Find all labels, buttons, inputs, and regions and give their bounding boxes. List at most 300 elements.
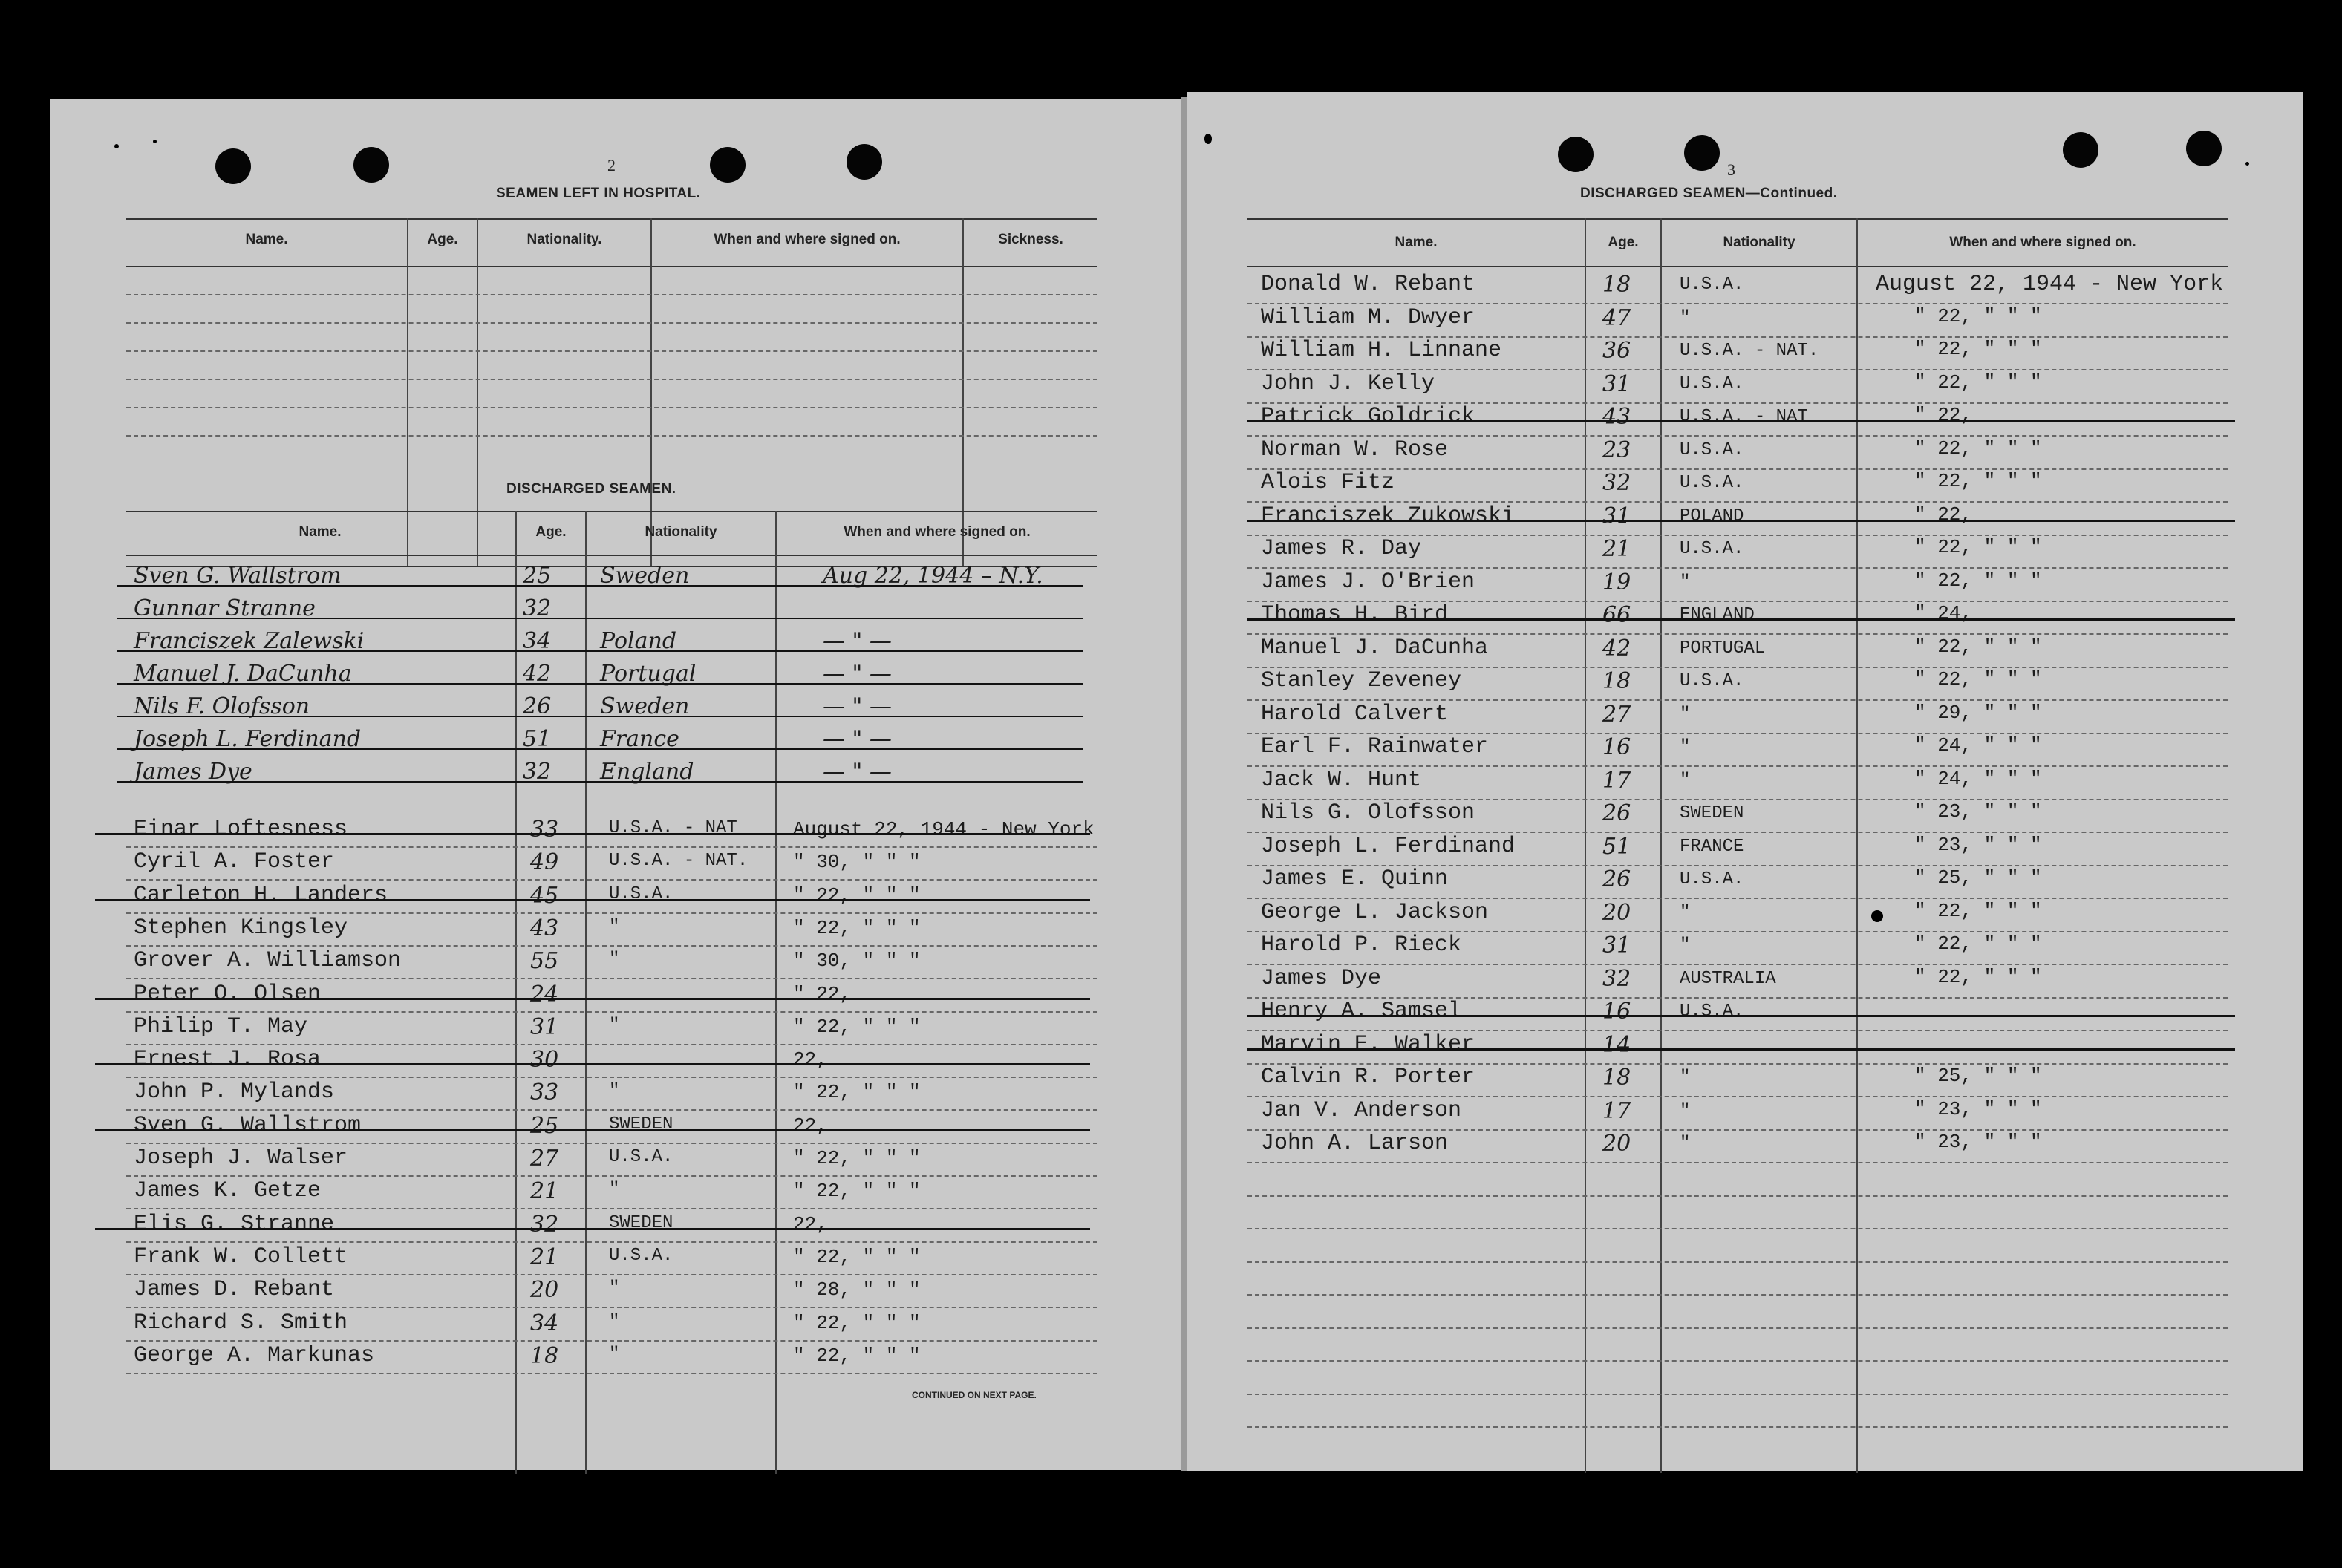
table-row-rule xyxy=(126,1208,1097,1209)
col-header-nationality: Nationality xyxy=(1723,235,1795,250)
strike-through xyxy=(95,1129,1090,1131)
table-row-age: 19 xyxy=(1602,569,1631,595)
table-row-age: 49 xyxy=(530,849,559,875)
table-row-age: 55 xyxy=(530,948,559,974)
list-item-name: Joseph L. Ferdinand xyxy=(134,726,362,752)
strike-through xyxy=(117,585,1083,587)
list-item-age: 42 xyxy=(523,661,552,687)
column-rule xyxy=(1585,218,1586,1473)
ink-speck xyxy=(153,140,157,143)
table-row-signed-on: August 22, 1944 - New York xyxy=(1876,272,2224,297)
table-row-nationality: FRANCE xyxy=(1680,837,1744,857)
table-row-rule xyxy=(126,1274,1097,1275)
table-row-rule xyxy=(126,1011,1097,1013)
table-row-name: Stephen Kingsley xyxy=(134,915,348,941)
table-row-signed-on: " 22, " " " xyxy=(1914,900,2042,922)
table-row-signed-on: " 22, " " " xyxy=(1914,966,2042,988)
ink-speck xyxy=(2245,162,2249,166)
table-row-name: Sven G. Wallstrom xyxy=(134,1113,362,1138)
table-row-age: 45 xyxy=(530,883,559,909)
list-item-signed-on: — " — xyxy=(823,693,892,719)
column-rule xyxy=(1660,218,1662,1473)
table-rule xyxy=(126,218,1097,220)
table-row-age: 43 xyxy=(530,915,559,941)
table-row-rule xyxy=(126,1175,1097,1177)
table-row-age: 32 xyxy=(1602,470,1631,496)
table-row-nationality: " xyxy=(1680,935,1691,956)
table-row-rule xyxy=(126,350,1097,352)
table-row-nationality: " xyxy=(1680,705,1691,725)
table-row-signed-on: " 22, " " " xyxy=(1914,636,2042,658)
table-row-name: James J. O'Brien xyxy=(1261,569,1475,595)
table-row-age: 43 xyxy=(1602,404,1631,430)
table-row-name: Ernest J. Rosa xyxy=(134,1047,322,1072)
table-row-rule xyxy=(126,1373,1097,1374)
table-row-signed-on: " 22, " " " xyxy=(793,917,921,939)
table-row-signed-on: " 23, " " " xyxy=(1914,1098,2042,1120)
table-row-nationality: U.S.A. xyxy=(609,884,673,904)
col-header-name: Name. xyxy=(1395,235,1438,250)
table-row-name: James E. Quinn xyxy=(1261,866,1449,892)
table-row-signed-on: " 22, xyxy=(1914,404,1973,426)
table-row-nationality: " xyxy=(609,1016,620,1036)
table-row-rule xyxy=(1247,1261,2228,1263)
table-row-signed-on: " 24, " " " xyxy=(1914,734,2042,757)
punch-hole xyxy=(1684,135,1720,171)
table-row-signed-on: " 22, " " " xyxy=(793,1016,921,1038)
list-item-signed-on: — " — xyxy=(823,759,892,785)
table-row-signed-on: " 22, " " " xyxy=(1914,338,2042,360)
strike-through xyxy=(117,781,1083,783)
table-row-name: John A. Larson xyxy=(1261,1131,1449,1156)
table-row-nationality: U.S.A. - NAT xyxy=(1680,407,1808,427)
table-row-name: John P. Mylands xyxy=(134,1079,335,1105)
table-row-signed-on: " 30, " " " xyxy=(793,950,921,972)
table-row-nationality: " xyxy=(1680,308,1691,328)
table-row-age: 32 xyxy=(530,1212,559,1238)
table-row-age: 20 xyxy=(1602,1131,1631,1157)
table-row-signed-on: " 25, " " " xyxy=(1914,866,2042,889)
table-row-rule xyxy=(126,978,1097,979)
table-row-age: 20 xyxy=(530,1277,559,1303)
table-row-nationality: " xyxy=(1680,1068,1691,1088)
ink-speck xyxy=(1871,910,1883,922)
col-header-age: Age. xyxy=(535,524,567,540)
table-row-signed-on: " 22, " " " xyxy=(793,884,921,906)
table-row-rule xyxy=(1247,369,2228,370)
table-row-signed-on: " 22, " " " xyxy=(793,1180,921,1202)
table-row-signed-on: August 22, 1944 - New York xyxy=(793,818,1095,840)
table-row-rule xyxy=(1247,1394,2228,1395)
table-row-name: Grover A. Williamson xyxy=(134,948,402,973)
table-row-name: Nils G. Olofsson xyxy=(1261,800,1475,826)
table-row-age: 17 xyxy=(1602,768,1631,794)
table-row-nationality: ENGLAND xyxy=(1680,605,1755,625)
table-row-signed-on: " 22, " " " xyxy=(1914,371,2042,393)
table-row-name: William H. Linnane xyxy=(1261,338,1502,363)
table-row-nationality: " xyxy=(609,1312,620,1332)
table-row-nationality: " xyxy=(1680,737,1691,757)
strike-through xyxy=(117,650,1083,652)
discharged-section-title: DISCHARGED SEAMEN. xyxy=(506,481,676,497)
strike-through xyxy=(95,899,1090,901)
table-row-signed-on: " 22, " " " xyxy=(793,1246,921,1268)
list-item-age: 51 xyxy=(523,726,552,752)
table-row-rule xyxy=(1247,1096,2228,1097)
table-row-rule xyxy=(126,294,1097,295)
table-row-nationality: " xyxy=(609,950,620,970)
strike-through xyxy=(1247,618,2235,621)
table-rule xyxy=(1247,266,2228,267)
list-item-name: James Dye xyxy=(134,759,252,785)
table-row-age: 14 xyxy=(1602,1032,1631,1058)
table-row-name: William M. Dwyer xyxy=(1261,305,1475,330)
table-row-age: 36 xyxy=(1602,338,1631,364)
list-item-name: Gunnar Stranne xyxy=(134,595,316,621)
col-header-nationality: Nationality. xyxy=(526,232,602,247)
col-header-age: Age. xyxy=(1608,235,1639,250)
list-item-signed-on: — " — xyxy=(823,661,892,687)
table-row-signed-on: " 22, " " " xyxy=(793,1147,921,1169)
table-rule xyxy=(126,266,1097,267)
table-row-age: 31 xyxy=(1602,503,1631,529)
table-row-rule xyxy=(126,435,1097,437)
table-row-nationality: SWEDEN xyxy=(609,1213,673,1233)
table-row-nationality: U.S.A. xyxy=(1680,539,1744,559)
table-row-age: 66 xyxy=(1602,602,1631,628)
list-item-age: 32 xyxy=(523,759,552,785)
table-row-rule xyxy=(126,1077,1097,1078)
column-rule xyxy=(515,511,517,1474)
strike-through xyxy=(95,1228,1090,1230)
table-row-age: 31 xyxy=(530,1014,559,1040)
strike-through xyxy=(117,683,1083,685)
table-row-nationality: " xyxy=(609,1345,620,1365)
table-row-rule xyxy=(126,912,1097,914)
table-row-age: 27 xyxy=(530,1146,559,1172)
table-row-name: Philip T. May xyxy=(134,1014,308,1039)
table-row-signed-on: " 22, " " " xyxy=(793,1345,921,1367)
table-row-nationality: " xyxy=(1680,1101,1691,1121)
table-row-rule xyxy=(1247,1294,2228,1296)
table-row-age: 42 xyxy=(1602,636,1631,662)
table-row-nationality: PORTUGAL xyxy=(1680,638,1766,659)
col-header-age: Age. xyxy=(427,232,458,247)
table-row-signed-on: " 22, " " " xyxy=(1914,437,2042,460)
table-row-rule xyxy=(1247,898,2228,899)
table-row-signed-on: " 23, " " " xyxy=(1914,800,2042,823)
table-row-rule xyxy=(126,322,1097,324)
table-row-nationality: " xyxy=(609,917,620,937)
table-row-nationality: SWEDEN xyxy=(1680,803,1744,823)
table-rule xyxy=(126,511,1097,512)
table-row-nationality: U.S.A. xyxy=(1680,1002,1744,1022)
strike-through xyxy=(1247,420,2235,422)
table-row-rule xyxy=(126,945,1097,947)
table-row-nationality: U.S.A. xyxy=(1680,671,1744,691)
punch-hole xyxy=(1558,137,1594,172)
col-header-sickness: Sickness. xyxy=(998,232,1063,247)
table-row-rule xyxy=(126,879,1097,881)
list-item-name: Manuel J. DaCunha xyxy=(134,661,352,687)
table-row-name: Alois Fitz xyxy=(1261,470,1395,495)
table-row-rule xyxy=(1247,964,2228,965)
table-row-age: 17 xyxy=(1602,1098,1631,1124)
list-item-nationality: Portugal xyxy=(600,661,697,687)
table-row-name: Jan V. Anderson xyxy=(1261,1098,1462,1123)
table-row-nationality: U.S.A. xyxy=(1680,374,1744,394)
table-row-age: 26 xyxy=(1602,866,1631,892)
page-number: 3 xyxy=(1727,160,1735,179)
table-row-rule xyxy=(126,1241,1097,1243)
strike-through xyxy=(1247,520,2235,522)
continued-note: CONTINUED ON NEXT PAGE. xyxy=(912,1390,1037,1400)
table-row-name: Donald W. Rebant xyxy=(1261,272,1475,297)
table-row-nationality: U.S.A. - NAT. xyxy=(1680,341,1819,361)
list-item-age: 26 xyxy=(523,693,552,719)
punch-hole xyxy=(353,147,389,183)
table-row-nationality: U.S.A. xyxy=(1680,275,1744,295)
column-rule xyxy=(650,218,652,566)
table-row-rule xyxy=(126,1044,1097,1045)
table-row-rule xyxy=(1247,435,2228,437)
col-header-nationality: Nationality xyxy=(645,524,717,540)
list-item-name: Franciszek Zalewski xyxy=(134,628,365,654)
table-row-name: Einar Loftesness xyxy=(134,817,348,842)
table-row-age: 20 xyxy=(1602,900,1631,926)
table-row-nationality: " xyxy=(1680,572,1691,592)
list-item-nationality: Sweden xyxy=(600,563,690,589)
table-row-rule xyxy=(126,1109,1097,1111)
list-item-nationality: France xyxy=(600,726,679,752)
table-row-age: 18 xyxy=(1602,272,1631,298)
table-row-name: John J. Kelly xyxy=(1261,371,1435,396)
table-row-nationality: " xyxy=(1680,903,1691,923)
table-row-signed-on: " 25, " " " xyxy=(1914,1065,2042,1087)
column-rule xyxy=(407,218,408,566)
table-row-signed-on: " 22, " " " xyxy=(1914,668,2042,690)
table-rule xyxy=(1247,218,2228,220)
table-row-name: Marvin E. Walker xyxy=(1261,1032,1475,1057)
table-row-signed-on: " 24, xyxy=(1914,602,1973,624)
table-row-name: Jack W. Hunt xyxy=(1261,768,1422,793)
table-row-signed-on: " 29, " " " xyxy=(1914,702,2042,724)
table-row-name: Calvin R. Porter xyxy=(1261,1065,1475,1090)
table-row-signed-on: " 22, xyxy=(793,983,852,1005)
table-row-age: 27 xyxy=(1602,702,1631,728)
table-row-name: Thomas H. Bird xyxy=(1261,602,1449,627)
table-row-age: 18 xyxy=(1602,1065,1631,1091)
table-row-age: 30 xyxy=(530,1047,559,1073)
table-row-name: Harold Calvert xyxy=(1261,702,1449,727)
table-row-nationality: SWEDEN xyxy=(609,1114,673,1134)
table-row-signed-on: " 22, " " " xyxy=(1914,470,2042,492)
table-row-name: Frank W. Collett xyxy=(134,1244,348,1270)
table-row-age: 33 xyxy=(530,1079,559,1105)
table-row-age: 21 xyxy=(530,1178,559,1204)
table-row-nationality: U.S.A. xyxy=(609,1147,673,1167)
table-row-name: Peter O. Olsen xyxy=(134,981,322,1007)
strike-through xyxy=(1247,1048,2235,1051)
col-header-name: Name. xyxy=(245,232,288,247)
table-row-rule xyxy=(1247,1360,2228,1362)
list-item-age: 34 xyxy=(523,628,552,654)
table-row-nationality: " xyxy=(1680,1134,1691,1154)
col-header-signed-on: When and where signed on. xyxy=(714,232,901,247)
column-rule xyxy=(775,511,777,1474)
table-row-signed-on: " 22, " " " xyxy=(1914,569,2042,592)
table-row-signed-on: " 22, xyxy=(1914,503,1973,526)
table-row-name: Joseph L. Ferdinand xyxy=(1261,834,1516,859)
table-row-age: 32 xyxy=(1602,966,1631,992)
table-row-nationality: AUSTRALIA xyxy=(1680,969,1776,989)
table-row-name: James R. Day xyxy=(1261,536,1422,561)
table-row-name: Henry A. Samsel xyxy=(1261,999,1462,1024)
page-number: 2 xyxy=(607,156,616,174)
table-row-signed-on: 22, xyxy=(793,1213,828,1235)
table-row-nationality: U.S.A. - NAT. xyxy=(609,851,748,871)
table-row-rule xyxy=(1247,633,2228,635)
table-row-signed-on: 22, xyxy=(793,1048,828,1071)
strike-through xyxy=(95,998,1090,1000)
table-row-name: Earl F. Rainwater xyxy=(1261,734,1489,760)
table-row-rule xyxy=(1247,303,2228,304)
hospital-section-title: SEAMEN LEFT IN HOSPITAL. xyxy=(496,186,701,201)
list-item-signed-on: — " — xyxy=(823,726,892,752)
table-row-nationality: U.S.A. xyxy=(609,1246,673,1266)
table-row-signed-on: " 22, " " " xyxy=(793,1081,921,1103)
left-page xyxy=(50,99,1181,1470)
table-row-nationality: U.S.A. - NAT xyxy=(609,818,737,838)
table-row-name: James D. Rebant xyxy=(134,1277,335,1302)
punch-hole xyxy=(847,144,882,180)
table-row-name: Franciszek Zukowski xyxy=(1261,503,1516,529)
strike-through xyxy=(1247,1015,2235,1017)
table-row-age: 25 xyxy=(530,1113,559,1139)
punch-hole xyxy=(710,147,746,183)
table-row-age: 18 xyxy=(530,1343,559,1369)
strike-through xyxy=(117,618,1083,619)
table-row-age: 24 xyxy=(530,981,559,1007)
table-row-rule xyxy=(1247,567,2228,569)
punch-hole xyxy=(215,148,251,184)
table-row-signed-on: " 22, " " " xyxy=(1914,932,2042,955)
table-row-age: 51 xyxy=(1602,834,1631,860)
list-item-signed-on: Aug 22, 1944 – N.Y. xyxy=(823,563,1043,589)
table-row-rule xyxy=(1247,1228,2228,1229)
strike-through xyxy=(117,716,1083,717)
table-row-name: George L. Jackson xyxy=(1261,900,1489,925)
list-item-name: Nils F. Olofsson xyxy=(134,693,310,719)
table-row-rule xyxy=(126,1143,1097,1144)
table-row-signed-on: " 22, " " " xyxy=(1914,305,2042,327)
discharged-continued-title: DISCHARGED SEAMEN—Continued. xyxy=(1580,186,1838,201)
table-row-age: 16 xyxy=(1602,734,1631,760)
table-row-rule xyxy=(1247,501,2228,503)
table-row-rule xyxy=(126,407,1097,408)
table-row-age: 23 xyxy=(1602,437,1631,463)
punch-hole xyxy=(2186,131,2222,166)
table-row-age: 21 xyxy=(1602,536,1631,562)
list-item-nationality: Poland xyxy=(600,628,677,654)
table-row-signed-on: " 23, " " " xyxy=(1914,1131,2042,1153)
table-row-name: Harold P. Rieck xyxy=(1261,932,1462,958)
table-row-name: Cyril A. Foster xyxy=(134,849,335,875)
table-row-nationality: U.S.A. xyxy=(1680,869,1744,889)
col-header-name: Name. xyxy=(299,524,342,540)
table-row-age: 21 xyxy=(530,1244,559,1270)
strike-through xyxy=(95,833,1090,835)
table-row-name: Carleton H. Landers xyxy=(134,883,388,908)
table-row-rule xyxy=(1247,1426,2228,1428)
table-row-name: Joseph J. Walser xyxy=(134,1146,348,1171)
table-row-signed-on: " 22, " " " xyxy=(793,1312,921,1334)
table-row-name: James K. Getze xyxy=(134,1178,322,1203)
column-rule xyxy=(1856,218,1858,1473)
table-row-signed-on: " 22, " " " xyxy=(1914,536,2042,558)
table-row-rule xyxy=(126,1340,1097,1342)
table-row-signed-on: " 23, " " " xyxy=(1914,834,2042,856)
table-row-rule xyxy=(1247,1327,2228,1329)
table-row-rule xyxy=(126,379,1097,380)
table-row-signed-on: " 28, " " " xyxy=(793,1278,921,1301)
column-rule xyxy=(477,218,478,566)
table-row-age: 47 xyxy=(1602,305,1631,331)
table-row-age: 18 xyxy=(1602,668,1631,694)
table-row-nationality: U.S.A. xyxy=(1680,440,1744,460)
table-row-name: Richard S. Smith xyxy=(134,1310,348,1336)
table-rule xyxy=(126,555,1097,556)
table-row-nationality: U.S.A. xyxy=(1680,473,1744,493)
table-row-nationality: " xyxy=(609,1081,620,1101)
binding-gutter xyxy=(1181,97,1187,1471)
table-row-name: George A. Markunas xyxy=(134,1343,375,1368)
table-row-nationality: POLAND xyxy=(1680,506,1744,526)
table-row-rule xyxy=(1247,699,2228,701)
table-row-age: 16 xyxy=(1602,999,1631,1025)
table-row-age: 34 xyxy=(530,1310,559,1336)
ink-speck xyxy=(114,144,119,148)
table-row-name: Patrick Goldrick xyxy=(1261,404,1475,429)
table-row-rule xyxy=(126,1307,1097,1308)
table-row-age: 26 xyxy=(1602,800,1631,826)
table-row-signed-on: 22, xyxy=(793,1114,828,1137)
list-item-age: 25 xyxy=(523,563,552,589)
table-row-rule xyxy=(126,846,1097,848)
table-row-rule xyxy=(1247,832,2228,833)
strike-through xyxy=(95,1063,1090,1065)
right-page xyxy=(1187,92,2303,1471)
table-row-name: Manuel J. DaCunha xyxy=(1261,636,1489,661)
col-header-signed-on: When and where signed on. xyxy=(1949,235,2136,250)
table-row-rule xyxy=(1247,765,2228,767)
list-item-nationality: Sweden xyxy=(600,693,690,719)
table-row-rule xyxy=(1247,1030,2228,1031)
list-item-signed-on: — " — xyxy=(823,628,892,654)
table-row-name: Norman W. Rose xyxy=(1261,437,1449,463)
table-row-nationality: " xyxy=(609,1278,620,1298)
col-header-signed-on: When and where signed on. xyxy=(844,524,1031,540)
list-item-age: 32 xyxy=(523,595,552,621)
table-row-age: 31 xyxy=(1602,371,1631,397)
table-row-nationality: " xyxy=(1680,771,1691,791)
column-rule xyxy=(585,511,587,1474)
table-row-name: Elis G. Stranne xyxy=(134,1212,335,1237)
table-row-rule xyxy=(1247,1162,2228,1163)
table-row-age: 31 xyxy=(1602,932,1631,958)
list-item-nationality: England xyxy=(600,759,694,785)
column-rule xyxy=(962,218,964,566)
